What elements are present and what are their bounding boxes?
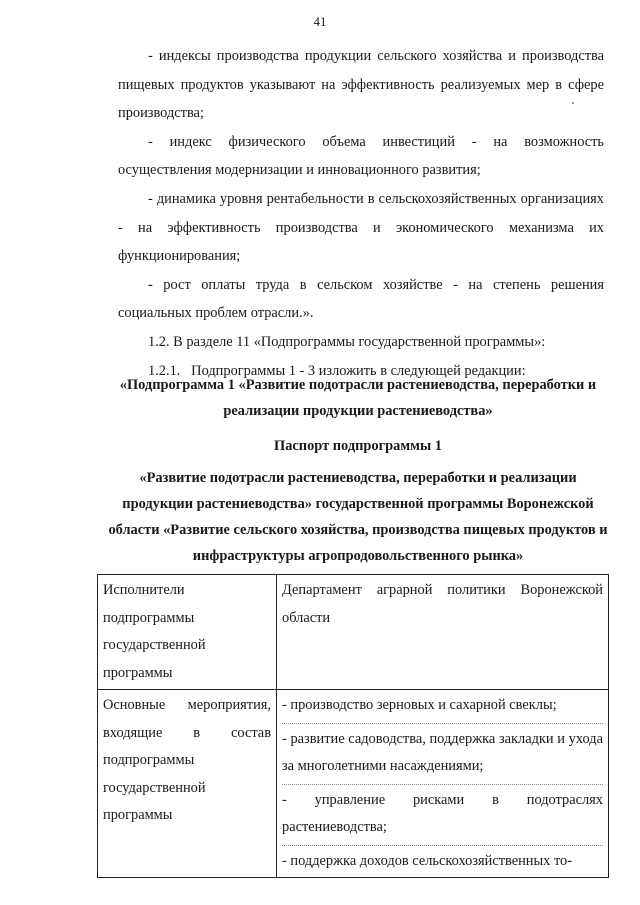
paragraph-section-11: 1.2. В разделе 11 «Подпрограммы государственной программы»: [148,333,546,350]
passport-heading [108,433,608,569]
paragraph-investment-index: - индекс физического объема инвестиций - на возможность осуществления модернизации и инновационного развития; [118,133,604,179]
paragraph-wages: - рост оплаты труда в сельском хозяйстве - на степень решения социальных проблем отрасли.». [118,276,604,322]
row-label-executors: Исполнители подпрограммы государственной программы [98,575,277,690]
row-label-activities: Основные мероприятия, входящие в состав подпрограммы государственной программы [98,690,277,878]
table-row [98,575,609,690]
list-item: - развитие садоводства, поддержка закладки и ухода за многолетними насаждениями; [282,723,603,781]
list-item: - управление рисками в подотраслях растениеводства; [282,784,603,842]
list-item: - поддержка доходов сельскохозяйственных то- [282,845,603,876]
row-value-executors: Департамент аграрной политики Воронежской области [277,575,609,690]
passport-table [97,574,609,878]
passport-title: Паспорт подпрограммы 1 [274,438,442,454]
paragraph-production-indices: - индексы производства продукции сельского хозяйства и производства пищевых продуктов указывают на эффективность реализуемых мер в сфере производства; [118,48,604,122]
page-number: 41 [313,14,327,29]
passport-subtitle: «Развитие подотрасли растениеводства, переработки и реализации продукции растениеводства» государственной программы Воронежской области «Развитие сельского хозяйства, производства пищевых продуктов и инфраструктуры агропродовольственного рынка» [108,470,608,564]
table-row [98,690,609,878]
row-value-activities [277,690,609,878]
paragraph-subprograms-1-3: 1.2.1. Подпрограммы 1 - 3 изложить в следующей редакции: [148,362,526,379]
list-item: - производство зерновых и сахарной свеклы; [282,697,557,713]
paragraph-profitability: - динамика уровня рентабельности в сельскохозяйственных организациях - на эффективность производства и экономического механизма их функционирования; [118,190,604,265]
subprogram-title: «Подпрограмма 1 «Развитие подотрасли растениеводства, переработки и реализации продукции растениеводства» [119,377,597,419]
body-text [118,42,604,385]
